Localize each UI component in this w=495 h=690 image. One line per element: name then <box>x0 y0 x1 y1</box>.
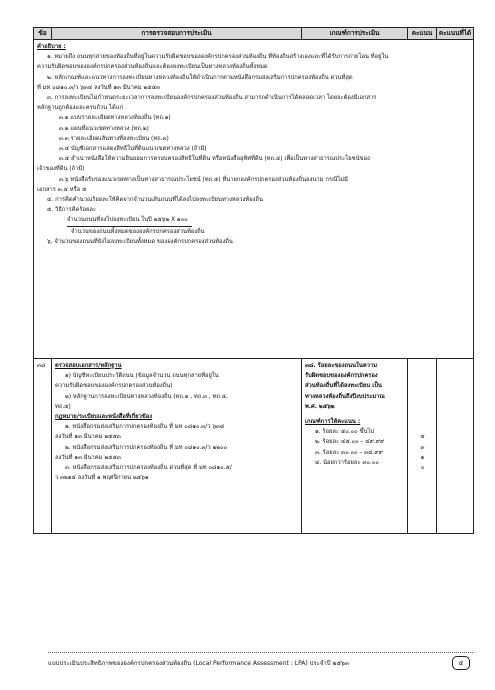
score-value: ๐ <box>420 465 425 471</box>
page-number: ๕ <box>452 656 470 670</box>
formula-numerator <box>37 215 470 226</box>
document-page <box>33 27 473 534</box>
header-criteria: เกณฑ์การประเมิน <box>302 28 408 40</box>
scoring-level: ๑. ร้อยละ ๕๐.๐๐ ขึ้นไป <box>315 429 375 436</box>
law-line: ๑. หนังสือกรมส่งเสริมการปกครองท้องถิ่น ที่ มท ๐๘๑๐.๓/ว ๖๓๔ <box>65 424 225 431</box>
score-value: ๓ <box>420 444 425 451</box>
score-value: ๕ <box>420 434 425 441</box>
row-score-got-cell <box>437 359 474 534</box>
document-line: ๒) หลักฐานการลงทะเบียนทางหลวงท้องถิ่น (ทถ.๑ , ทถ.๓ , ทถ.๔, <box>65 393 228 400</box>
row-item-cell <box>52 359 302 534</box>
score-value: ๑ <box>420 454 425 461</box>
row-score-cell <box>408 359 437 534</box>
criteria-line: ส่วนท้องถิ่นที่ได้ลงทะเบียน เป็น <box>305 383 382 390</box>
explanation-row <box>34 40 474 359</box>
row-number-cell <box>34 359 52 534</box>
explanation-line: ๒. หลักเกณฑ์และแนวทางการลงทะเบียนทางหลวงท้องถิ่นให้ดำเนินการตามหนังสือกรมส่งเสริมการปกครองท้องถิ่น ด่วนที่สุด <box>47 74 353 81</box>
explanation-line: ๑. หมายถึง ถนนทุกสายของท้องถิ่นที่อยู่ในความรับผิดชอบขององค์กรปกครองส่วนท้องถิ่น ที่ท้องถิ่นสร้างเองและที่ได้รับการถ่ายโอน ที่อยู่ใน <box>47 54 389 61</box>
header-score-got: คะแนนที่ได้ <box>437 28 474 40</box>
footer-text: แบบประเมินประสิทธิภาพขององค์กรปกครองส่วนท้องถิ่น (Local Performance Assessment : LPA) ประจำปี ๒๕๖๓ <box>48 660 349 667</box>
explanation-line: ๓.๓ รายละเอียดเส้นทางที่ลงทะเบียน (ทถ.๓) <box>59 135 169 142</box>
criteria-line: พ.ศ. ๒๕๖๒ <box>305 403 335 410</box>
scoring-title: เกณฑ์การให้คะแนน : <box>305 419 361 426</box>
law-line: ว ๓๒๑๔ ลงวันที่ ๑ พฤศจิกายน ๒๕๖๑ <box>55 475 149 482</box>
explanation-line: ๓.๑ แบบรายละเอียดทางหลวงท้องถิ่น (ทถ.๑) <box>59 115 171 122</box>
explanation-line: ๔. การคิดคำนวณร้อยละให้คิดจากจำนวนเส้นถนนที่ได้ลงไปลงทะเบียนทางหลวงท้องถิ่น <box>47 197 263 204</box>
explanation-line: หลักฐานถูกต้องและครบถ้วน ได้แก่ <box>37 105 123 112</box>
explanation-line: ๓.๕ สำเนาหนังสือให้ความยินยอมการครอบครองสิทธิในที่ดิน หรือหนังสืออุทิศที่ดิน (ทถ.๔) เพื่อเป็นทางสาธารณประโยชน์ของ <box>59 156 370 163</box>
law-line: ลงวันที่ ๑๓ มีนาคม ๒๕๕๓ <box>55 454 121 461</box>
document-line: ความรับผิดชอบขององค์กรปกครองส่วนท้องถิ่น) <box>55 383 173 390</box>
criteria-line: ๓๘. ร้อยละของถนนในความ <box>305 363 378 369</box>
explanation-line: ที่ มท ๐๘๑๐.๓/ว ๖๓๔ ลงวันที่ ๑๓ มีนาคม ๒๕๕๓ <box>37 84 160 91</box>
criteria-line: ทางหลวงท้องถิ่นถึงปีงบประมาณ <box>305 393 385 400</box>
formula-denominator: จำนวนของถนนทั้งหมดขององค์กรปกครองส่วนท้องถิ่น <box>71 228 205 235</box>
explanation-cell <box>34 40 474 359</box>
law-line: ๒. หนังสือกรมส่งเสริมการปกครองท้องถิ่น ที่ มท ๐๘๑๐.๓/ว ๒๒๐๐ <box>65 444 228 451</box>
explanation-line: ๓.๒ แผนที่แนวเขตทางหลวง (ทถ.๒) <box>59 125 149 132</box>
documents-title: ตรวจสอบเอกสาร/หลักฐาน <box>55 363 122 369</box>
explanation-line: เจ้าของที่ดิน (ถ้ามี) <box>37 166 85 173</box>
explanation-line: ๕. วิธีการคิดร้อยละ <box>47 207 97 214</box>
explanation-line: ๖. จำนวนของถนนที่ยังไม่ลงทะเบียนทั้งหมด ขององค์กรปกครองส่วนท้องถิ่น <box>47 238 233 245</box>
row-criteria-cell <box>302 359 408 534</box>
document-line: ทถ.๕) <box>55 403 71 410</box>
explanation-line: ๓.๖ หนังสือรับรองแนวเขตทางเป็นทางสาธารณประโยชน์ (ทถ.๕) ที่นายกองค์กรปกครองส่วนท้องถิ่นลงนาม กรณีไม่มี <box>59 176 348 183</box>
header-no: ข้อ <box>34 28 52 40</box>
explanation-line: ๓.๔ บัญชีเอกสารแสดงสิทธิในที่ดินแนวเขตทางหลวง (ถ้ามี) <box>59 146 207 153</box>
explanation-line: เอกสาร ๓.๔ หรือ ๕ <box>37 186 87 193</box>
explanation-line: ความรับผิดชอบขององค์กรปกครองส่วนท้องถิ่นและต้องลงทะเบียนเป็นทางหลวงท้องถิ่นทั้งหมด <box>37 64 268 71</box>
indicator-row <box>34 359 474 534</box>
law-line: ลงวันที่ ๑๓ มีนาคม ๒๕๕๓ <box>55 434 121 441</box>
assessment-table <box>33 27 474 534</box>
spacer <box>411 361 434 432</box>
page-footer <box>48 656 473 670</box>
scoring-level: ๔. น้อยกว่าร้อยละ ๓๐.๐๐ <box>315 459 379 466</box>
header-score: คะแนน <box>408 28 437 40</box>
explanation-title: คำอธิบาย : <box>37 44 66 50</box>
row-number: ๓๘ <box>37 363 46 369</box>
law-line: ๓. หนังสือกรมส่งเสริมการปกครองท้องถิ่น ด่วนที่สุด ที่ มท ๐๘๑๐.๕/ <box>65 465 232 472</box>
scoring-level: ๒. ร้อยละ ๔๕.๐๐ – ๔๙.๙๙ <box>315 439 385 446</box>
explanation-line: ๓. การลงทะเบียนไม่กำหนดระยะเวลาการลงทะเบียนองค์กรปกครองส่วนท้องถิ่น สามารถดำเนินการได้ตลอดเวลา โดยจะต้องมีเอกสาร <box>47 95 377 102</box>
footer-divider <box>48 652 473 653</box>
scoring-level: ๓. ร้อยละ ๓๐.๐๐ – ๓๔.๙๙ <box>315 449 383 456</box>
formula-numerator-text: จำนวนถนนที่ลงไปลงทะเบียน ในปี ๒๕๖๒ X ๑๐๐ <box>67 215 192 226</box>
document-line: ๑) บัญชีทะเบียนประวัติถนน (ข้อมูลจำนวน ถนนทุกสายที่อยู่ใน <box>65 373 219 380</box>
criteria-line: รับผิดชอบขององค์กรปกครอง <box>305 373 378 380</box>
table-header-row <box>34 28 474 40</box>
law-title: กฎหมาย/ระเบียบและหนังสือที่เกี่ยวข้อง <box>55 414 153 421</box>
header-item: การตรวจสอบการประเมิน <box>52 28 302 40</box>
